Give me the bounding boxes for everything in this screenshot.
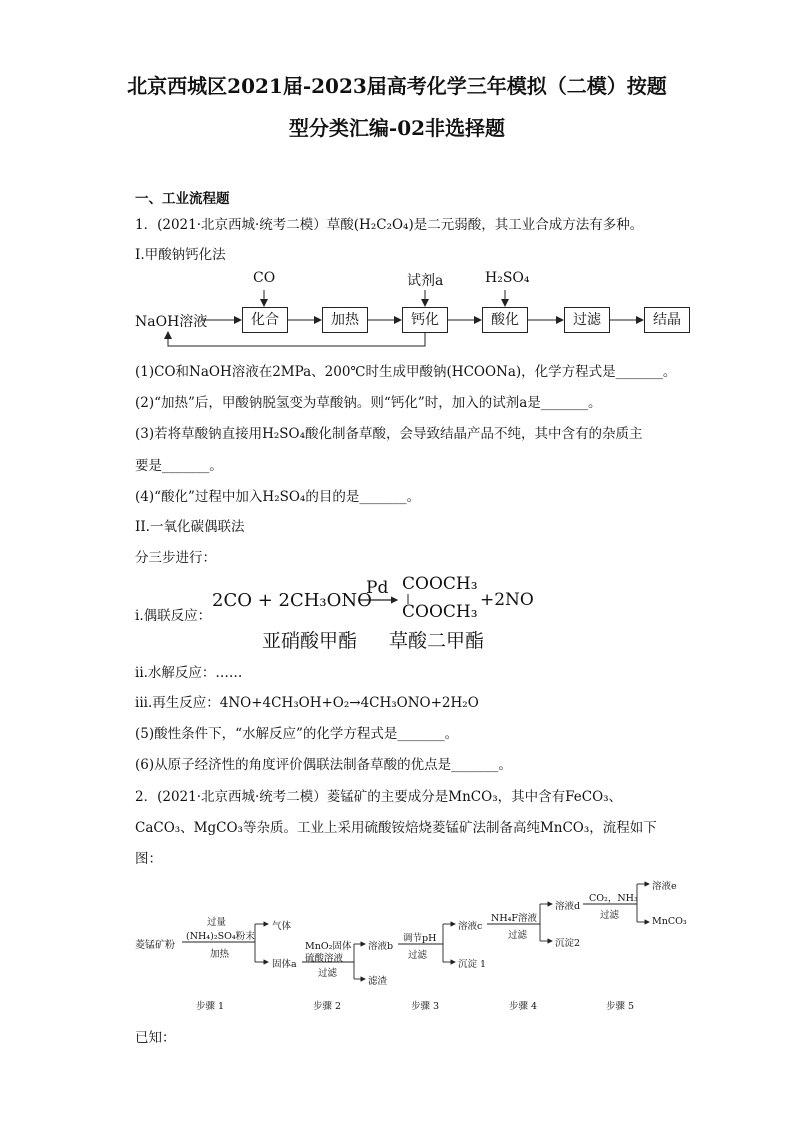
step-label-3: 步骤 3 — [411, 1001, 440, 1012]
flow2-c4-bottom: 过滤 — [508, 930, 528, 941]
question-2-line-1: 2．(2021·北京西城·统考二模）菱锰矿的主要成分是MnCO₃，其中含有FeCO₃、 — [135, 789, 623, 805]
name-dimethyl-oxalate: 草酸二甲酯 — [389, 630, 485, 652]
flow-input-reagent: 试剂a — [407, 273, 444, 289]
flow2-sol-d: 溶液d — [555, 901, 581, 912]
regeneration-line: iii.再生反应：4NO+4CH₃OH+O₂→4CH₃ONO+2H₂O — [135, 695, 479, 711]
flow2-solid-a: 固体a — [272, 959, 297, 970]
coupling-catalyst: Pd — [366, 578, 389, 598]
sub-question-2: (2)“加热”后，甲酸钠脱氢变为草酸钠。则“钙化”时，加入的试剂a是_______。 — [135, 395, 602, 411]
flow-1-start: NaOH溶液 — [135, 314, 208, 330]
flow2-c2-top2: 硫酸溶液 — [305, 953, 344, 964]
step-label-1: 步骤 1 — [196, 1001, 225, 1012]
section-heading: 一、工业流程题 — [135, 191, 230, 207]
flow2-c2-top1: MnO₂固体 — [305, 941, 352, 952]
flow2-ore: 菱锰矿粉 — [135, 940, 175, 951]
flow2-ppt2: 沉淀2 — [555, 938, 581, 949]
flow2-ppt1: 沉淀 1 — [458, 959, 487, 970]
steps-intro: 分三步进行： — [135, 550, 216, 566]
flow-box-acidify: 酸化 — [482, 307, 528, 333]
coupling-product-bottom: COOCH₃ — [402, 602, 478, 622]
sub-question-3-line-1: (3)若将草酸钠直接用H₂SO₄酸化制备草酸，会导致结晶产品不纯，其中含有的杂质主 — [135, 426, 643, 442]
method-1-heading: I.甲酸钠钙化法 — [135, 247, 226, 263]
coupling-label: i.偶联反应： — [135, 608, 212, 624]
sub-question-5: (5)酸性条件下，“水解反应”的化学方程式是_______。 — [135, 726, 459, 742]
flow2-sol-e: 溶液e — [652, 881, 677, 892]
coupling-product-top: COOCH₃ — [402, 574, 478, 594]
known-label: 已知： — [135, 1030, 176, 1046]
flow-input-co: CO — [253, 270, 276, 286]
page-title-line-2: 型分类汇编-02非选择题 — [288, 116, 506, 140]
flow2-sol-c: 溶液c — [458, 921, 483, 932]
flow2-c1-top1: 过量 — [207, 917, 227, 928]
name-methyl-nitrite: 亚硝酸甲酯 — [262, 630, 358, 652]
flow-box-crystallize: 结晶 — [644, 307, 690, 333]
step-label-4: 步骤 4 — [509, 1001, 538, 1012]
sub-question-1: (1)CO和NaOH溶液在2MPa、200℃时生成甲酸钠(HCOONa)，化学方程式是_______。 — [135, 364, 677, 380]
flow-input-acid: H₂SO₄ — [485, 270, 530, 286]
flow2-c5-top: CO₂，NH₃ — [589, 893, 638, 904]
flow2-residue: 滤渣 — [368, 976, 388, 987]
flow2-c3-bottom: 过滤 — [408, 950, 428, 961]
question-1-intro: 1．(2021·北京西城·统考二模）草酸(H₂C₂O₄)是二元弱酸，其工业合成方法有多种。 — [135, 217, 644, 233]
coupling-byproduct: +2NO — [480, 590, 534, 610]
flow-box-heat: 加热 — [322, 307, 368, 333]
flow2-c5-bottom: 过滤 — [600, 910, 620, 921]
coupling-reactants: 2CO + 2CH₃ONO — [212, 590, 372, 611]
method-2-heading: II.一氧化碳偶联法 — [135, 519, 245, 535]
flow2-c1-top2: (NH₄)₂SO₄粉末 — [186, 931, 255, 942]
flow2-c1-bottom: 加热 — [210, 949, 230, 960]
hydrolysis-line: ii.水解反应：…… — [135, 665, 243, 681]
flow-box-combine: 化合 — [242, 307, 288, 333]
sub-question-6: (6)从原子经济性的角度评价偶联法制备草酸的优点是_______。 — [135, 757, 512, 773]
flow2-product: MnCO₃ — [652, 916, 687, 927]
question-2-line-2: CaCO₃、MgCO₃等杂质。工业上采用硫酸铵焙烧菱锰矿法制备高纯MnCO₃，流程如下 — [135, 820, 657, 836]
flow-box-filter: 过滤 — [564, 307, 610, 333]
flow2-c4-top: NH₄F溶液 — [491, 913, 537, 924]
step-label-2: 步骤 2 — [313, 1001, 342, 1012]
page-title-line-1: 北京西城区2021届-2023届高考化学三年模拟（二模）按题 — [127, 74, 667, 98]
flow2-sol-b: 溶液b — [368, 941, 394, 952]
flow2-c2-bottom: 过滤 — [318, 968, 338, 979]
flow2-c3-top: 调节pH — [403, 933, 437, 944]
step-label-5: 步骤 5 — [606, 1001, 635, 1012]
question-2-line-3: 图： — [135, 851, 162, 867]
sub-question-3-line-2: 要是_______。 — [135, 458, 223, 474]
flow-box-calcify: 钙化 — [402, 307, 448, 333]
flow2-gas: 气体 — [272, 921, 292, 932]
sub-question-4: (4)“酸化”过程中加入H₂SO₄的目的是_______。 — [135, 489, 421, 505]
